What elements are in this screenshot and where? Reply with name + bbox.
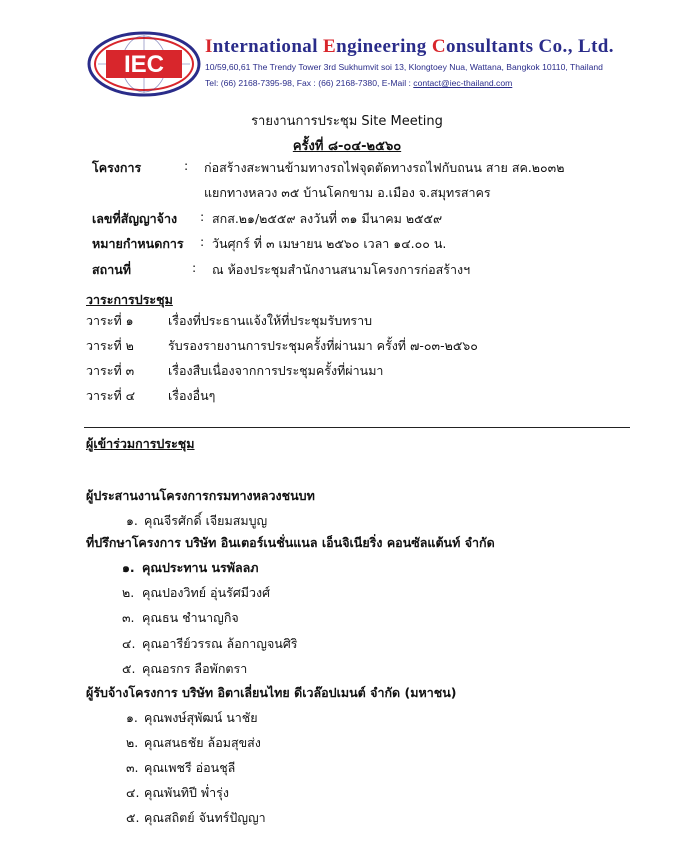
company-contact: Tel: (66) 2168-7395-98, Fax : (66) 2168-7380, E-Mail : contact@iec-thailand.com	[205, 78, 513, 88]
attendee-no: ๒.	[122, 585, 135, 600]
agenda-text: รับรองรายงานการประชุมครั้งที่ผ่านมา ครั้งที่ ๗-๐๓-๒๕๖๐	[168, 338, 478, 353]
agenda-heading: วาระการประชุม	[86, 292, 173, 307]
agenda-text: เรื่องที่ประธานแจ้งให้ที่ประชุมรับทราบ	[168, 313, 373, 328]
meeting-number: ครั้งที่ ๘-๐๔-๒๕๖๐	[292, 139, 402, 154]
colon: :	[200, 209, 205, 224]
place-label: สถานที่	[92, 262, 132, 277]
attendee-name: คุณสถิตย์ จันทร์ปัญญา	[144, 810, 266, 825]
attendee-group-title: ผู้รับจ้างโครงการ บริษัท อิตาเลี่ยนไทย ดีเวล๊อปเมนต์ จำกัด (มหาชน)	[86, 685, 457, 700]
attendee-name: คุณสนธชัย ล้อมสุขส่ง	[144, 735, 261, 750]
colon: :	[200, 234, 205, 249]
attendee-group-title: ที่ปรึกษาโครงการ บริษัท อินเตอร์เนชั่นแนล เอ็นจิเนียริ่ง คอนซัลแต้นท์ จำกัด	[86, 535, 495, 550]
attendee-name: คุณพันทิปี พ่ำรุ่ง	[144, 785, 229, 800]
attendee-name: คุณอรกร ลือพักตรา	[142, 661, 248, 676]
attendee-no: ๔.	[126, 785, 140, 800]
colon: :	[184, 158, 189, 173]
company-name: International Engineering Consultants Co., Ltd.	[205, 36, 614, 57]
section-divider	[84, 427, 630, 428]
schedule-label: หมายกำหนดการ	[92, 236, 184, 251]
attendee-no: ๓.	[126, 760, 139, 775]
colon: :	[192, 260, 197, 275]
agenda-text: เรื่องสืบเนื่องจากการประชุมครั้งที่ผ่านมา	[168, 363, 384, 378]
attendee-name: คุณธน ชำนาญกิจ	[142, 610, 239, 625]
contract-label: เลขที่สัญญาจ้าง	[92, 211, 178, 226]
contract-value: สกส.๒๑/๒๕๕๙ ลงวันที่ ๓๑ มีนาคม ๒๕๕๙	[212, 211, 443, 226]
attendee-no: ๒.	[126, 735, 139, 750]
agenda-no: วาระที่ ๑	[86, 313, 134, 328]
iec-logo	[86, 30, 202, 98]
attendee-name: คุณพงษ์สุพัฒน์ นาชัย	[144, 710, 258, 725]
attendee-name: คุณเพชรี อ่อนชุลี	[144, 760, 236, 775]
attendee-no: ๕.	[126, 810, 140, 825]
attendee-name: คุณจีรศักดิ์ เจียมสมบูญ	[144, 513, 268, 528]
attendee-name: คุณปองวิทย์ อุ่นรัศมีวงศ์	[142, 585, 271, 600]
attendee-name: คุณประทาน นรพัลลภ	[142, 560, 259, 575]
agenda-no: วาระที่ ๓	[86, 363, 135, 378]
schedule-value: วันศุกร์ ที่ ๓ เมษายน ๒๕๖๐ เวลา ๑๔.๐๐ น.	[212, 236, 447, 251]
attendee-no: ๓.	[122, 610, 135, 625]
attendees-heading: ผู้เข้าร่วมการประชุม	[86, 436, 195, 451]
agenda-text: เรื่องอื่นๆ	[168, 388, 216, 403]
place-value: ณ ห้องประชุมสำนักงานสนามโครงการก่อสร้างฯ	[212, 262, 471, 277]
agenda-no: วาระที่ ๔	[86, 388, 136, 403]
project-label: โครงการ	[92, 160, 142, 175]
agenda-no: วาระที่ ๒	[86, 338, 134, 353]
project-line-1: ก่อสร้างสะพานข้ามทางรถไฟจุดตัดทางรถไฟกับถนน สาย สค.๒๐๓๒	[204, 160, 565, 175]
attendee-no: ๕.	[122, 661, 136, 676]
attendee-no: ๔.	[122, 636, 136, 651]
attendee-no: ๑.	[126, 710, 138, 725]
attendee-name: คุณอารีย์วรรณ ล้อกาญจนศิริ	[142, 636, 298, 651]
company-address: 10/59,60,61 The Trendy Tower 3rd Sukhumvit soi 13, Klongtoey Nua, Wattana, Bangkok 10110, Thailand	[205, 62, 603, 72]
attendee-no: ๑.	[126, 513, 138, 528]
project-line-2: แยกทางหลวง ๓๕ บ้านโคกขาม อ.เมือง จ.สมุทรสาคร	[204, 185, 491, 200]
logo-text: IEC	[123, 51, 165, 78]
report-title: รายงานการประชุม Site Meeting	[251, 114, 443, 129]
attendee-group-title: ผู้ประสานงานโครงการกรมทางหลวงชนบท	[86, 488, 315, 503]
attendee-no: ๑.	[122, 560, 135, 575]
email-link[interactable]: contact@iec-thailand.com	[413, 78, 513, 88]
